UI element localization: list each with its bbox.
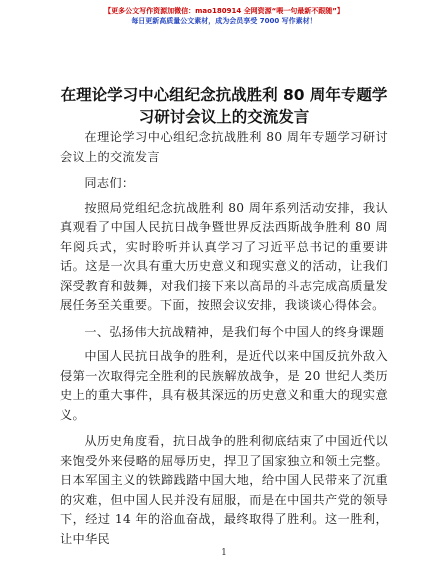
promo-banner-line-2: 每日更新高质量公文素材，成为会员享受 7000 写作素材！ — [131, 17, 317, 25]
body-paragraph: 中国人民抗日战争的胜利，是近代以来中国反抗外敌入侵第一次取得完全胜利的民族解放战争，是 20 世纪人类历史上的重大事件，具有极其深远的历史意义和重大的现实意义。 — [60, 349, 388, 422]
body-paragraph: 从历史角度看，抗日战争的胜利彻底结束了中国近代以来饱受外来侵略的屈辱历史，捍卫了国家独立和领土完整。日本军国主义的铁蹄践踏中国大地，给中国人民带来了沉重的灾难，但中国人民并没有屈服，而是在中国共产党的领导下，经过 14 年的浴血奋战，最终取得了胜利。这一胜利，让中华民 — [60, 434, 388, 546]
document-title: 在理论学习中心组纪念抗战胜利 80 周年专题学习研讨会议上的交流发言 — [60, 86, 388, 126]
body-paragraph: 按照局党组纪念抗战胜利 80 周年系列活动安排，我认真观看了中国人民抗日战争暨世界反法西斯战争胜利 80 周年阅兵式，实时聆听并认真学习了习近平总书记的重要讲话。这是一次具有重大历史意义和现实意义的活动，让我们深受教育和鼓舞，对我们接下来以高昂的斗志完成高质量发展任务至关重要。下面，按照会议安排，我谈谈心得体会。 — [60, 200, 388, 312]
salutation: 同志们： — [84, 176, 135, 190]
document-body — [60, 128, 388, 556]
promo-banner-line-1: 【更多公文写作资源加微信：mao180914 全网资源“喂一句最新不跟随”】 — [104, 7, 344, 15]
section-heading: 一、弘扬伟大抗战精神，是我们每个中国人的终身课题 — [84, 324, 385, 339]
subtitle-paragraph: 在理论学习中心组纪念抗战胜利 80 周年专题学习研讨会议上的交流发言 — [60, 130, 388, 164]
page-number: 1 — [221, 548, 227, 558]
promo-banner — [0, 6, 448, 26]
